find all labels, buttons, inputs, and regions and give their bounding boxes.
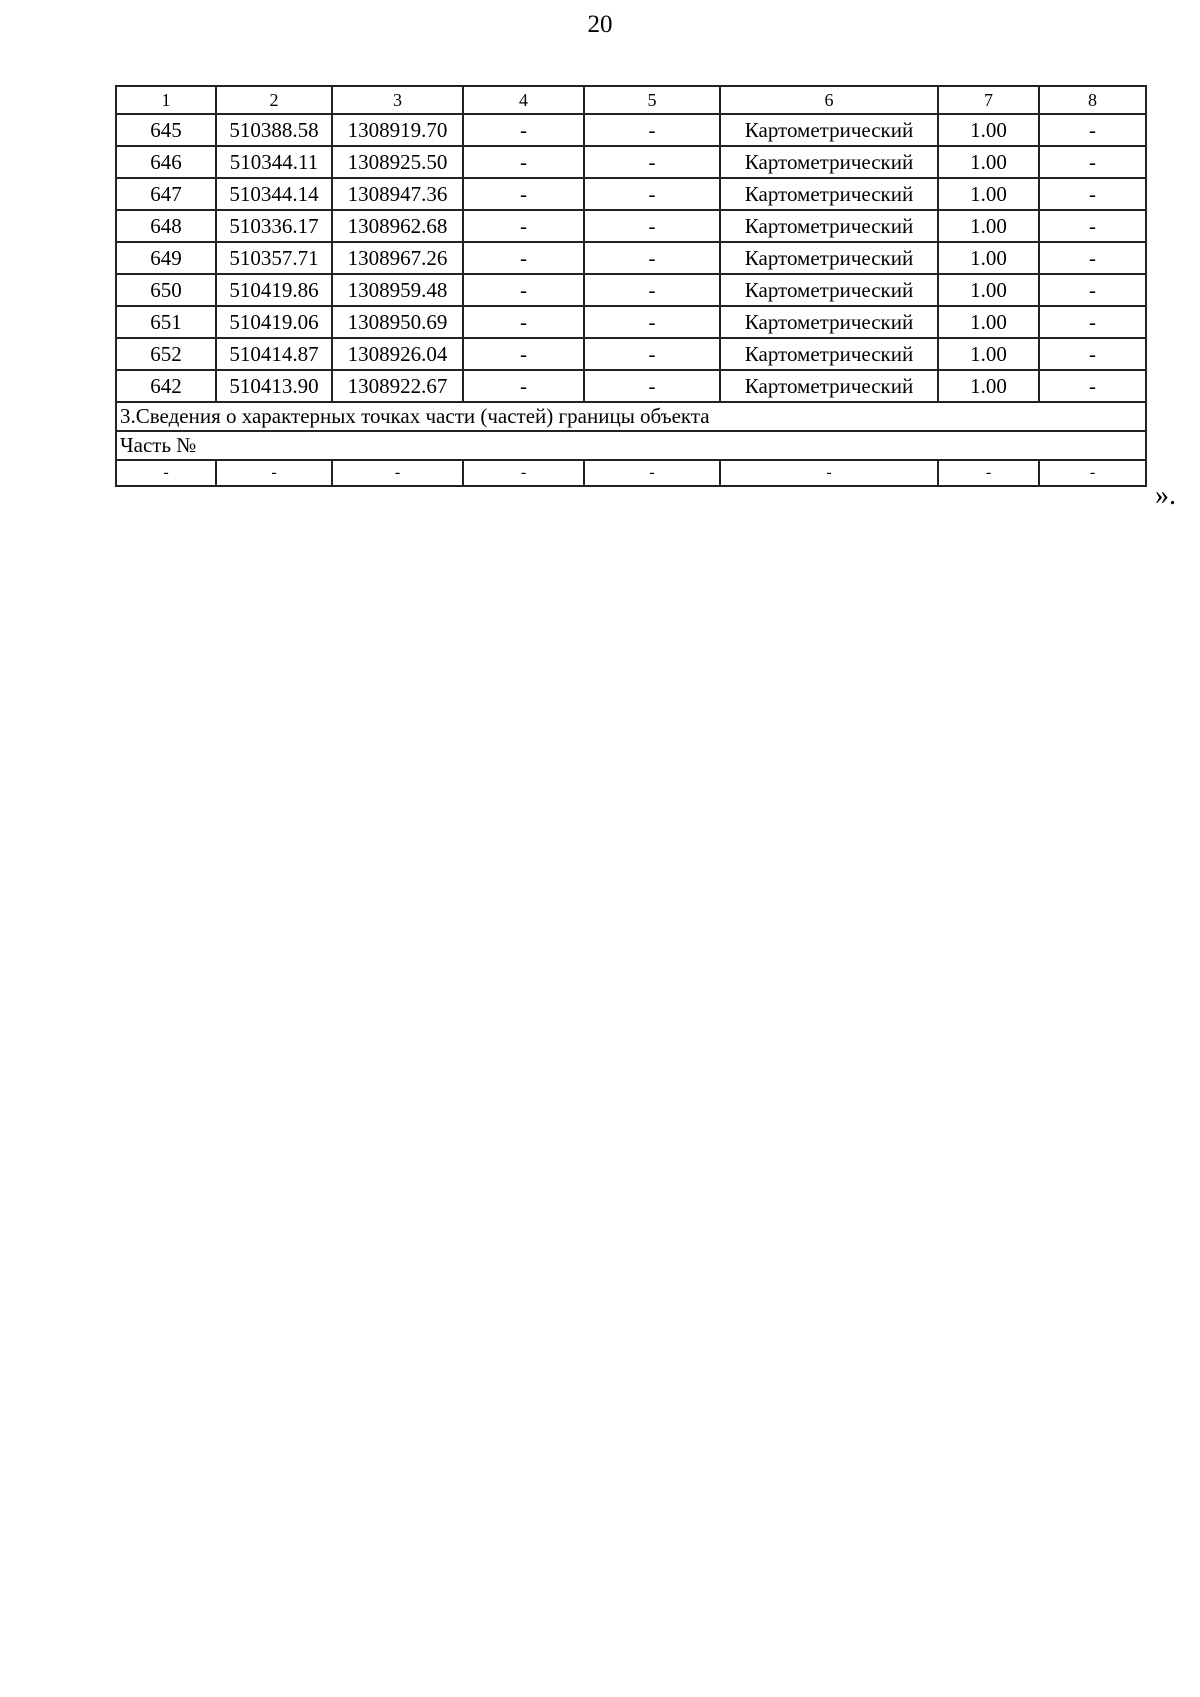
table-row <box>116 210 1146 242</box>
table-cell: - <box>463 370 584 402</box>
table-row <box>116 306 1146 338</box>
table-cell: - <box>463 114 584 146</box>
y-coordinate-cell: 1308947.36 <box>332 178 463 210</box>
accuracy-cell: 1.00 <box>938 274 1039 306</box>
method-cell: Картометрический <box>720 210 938 242</box>
table-cell: - <box>463 242 584 274</box>
table-cell: - <box>1039 460 1146 486</box>
column-header: 6 <box>720 86 938 114</box>
method-cell: Картометрический <box>720 114 938 146</box>
column-header: 7 <box>938 86 1039 114</box>
point-number-cell: 649 <box>116 242 216 274</box>
column-header: 5 <box>584 86 720 114</box>
x-coordinate-cell: 510357.71 <box>216 242 332 274</box>
point-number-cell: 646 <box>116 146 216 178</box>
table-cell: - <box>720 460 938 486</box>
table-cell: - <box>584 338 720 370</box>
table-cell: - <box>463 460 584 486</box>
table-cell: - <box>1039 338 1146 370</box>
table-row <box>116 178 1146 210</box>
table-cell: - <box>1039 242 1146 274</box>
x-coordinate-cell: 510388.58 <box>216 114 332 146</box>
table-cell: - <box>1039 274 1146 306</box>
y-coordinate-cell: 1308962.68 <box>332 210 463 242</box>
method-cell: Картометрический <box>720 370 938 402</box>
table-cell: - <box>463 306 584 338</box>
table-row <box>116 114 1146 146</box>
y-coordinate-cell: 1308926.04 <box>332 338 463 370</box>
table-cell: - <box>216 460 332 486</box>
method-cell: Картометрический <box>720 178 938 210</box>
table-cell: - <box>584 114 720 146</box>
table-row <box>116 370 1146 402</box>
table-cell: - <box>1039 306 1146 338</box>
point-number-cell: 642 <box>116 370 216 402</box>
table-cell: - <box>1039 370 1146 402</box>
point-number-cell: 648 <box>116 210 216 242</box>
page-number: 20 <box>587 11 613 38</box>
y-coordinate-cell: 1308967.26 <box>332 242 463 274</box>
method-cell: Картометрический <box>720 306 938 338</box>
accuracy-cell: 1.00 <box>938 370 1039 402</box>
point-number-cell: 645 <box>116 114 216 146</box>
point-number-cell: 647 <box>116 178 216 210</box>
column-header: 2 <box>216 86 332 114</box>
table-cell: - <box>584 210 720 242</box>
boundary-points-table <box>115 85 1147 487</box>
table-cell: - <box>463 146 584 178</box>
accuracy-cell: 1.00 <box>938 210 1039 242</box>
section-title-row <box>116 402 1146 431</box>
table-row <box>116 274 1146 306</box>
y-coordinate-cell: 1308925.50 <box>332 146 463 178</box>
x-coordinate-cell: 510419.06 <box>216 306 332 338</box>
point-number-cell: 651 <box>116 306 216 338</box>
point-number-cell: 652 <box>116 338 216 370</box>
column-header: 1 <box>116 86 216 114</box>
table-cell: - <box>463 338 584 370</box>
accuracy-cell: 1.00 <box>938 178 1039 210</box>
table-row <box>116 460 1146 486</box>
table-header-row <box>116 86 1146 114</box>
x-coordinate-cell: 510413.90 <box>216 370 332 402</box>
column-header: 8 <box>1039 86 1146 114</box>
y-coordinate-cell: 1308950.69 <box>332 306 463 338</box>
table-cell: - <box>1039 178 1146 210</box>
accuracy-cell: 1.00 <box>938 114 1039 146</box>
method-cell: Картометрический <box>720 338 938 370</box>
part-label: Часть № <box>116 431 1146 460</box>
method-cell: Картометрический <box>720 274 938 306</box>
accuracy-cell: 1.00 <box>938 338 1039 370</box>
column-header: 3 <box>332 86 463 114</box>
table-cell: - <box>584 370 720 402</box>
table-cell: - <box>116 460 216 486</box>
table-cell: - <box>463 178 584 210</box>
table-cell: - <box>584 460 720 486</box>
table-row <box>116 242 1146 274</box>
table-cell: - <box>584 242 720 274</box>
section-title: 3.Сведения о характерных точках части (частей) границы объекта <box>116 402 1146 431</box>
table-cell: - <box>584 274 720 306</box>
x-coordinate-cell: 510414.87 <box>216 338 332 370</box>
accuracy-cell: 1.00 <box>938 242 1039 274</box>
closing-quote-mark: ». <box>1155 480 1176 511</box>
table-cell: - <box>463 274 584 306</box>
table-cell: - <box>332 460 463 486</box>
table-row <box>116 338 1146 370</box>
table-cell: - <box>584 146 720 178</box>
table-cell: - <box>1039 146 1146 178</box>
x-coordinate-cell: 510336.17 <box>216 210 332 242</box>
accuracy-cell: 1.00 <box>938 146 1039 178</box>
y-coordinate-cell: 1308919.70 <box>332 114 463 146</box>
method-cell: Картометрический <box>720 242 938 274</box>
x-coordinate-cell: 510344.14 <box>216 178 332 210</box>
table-cell: - <box>463 210 584 242</box>
x-coordinate-cell: 510419.86 <box>216 274 332 306</box>
part-number-row <box>116 431 1146 460</box>
table-cell: - <box>1039 114 1146 146</box>
table-cell: - <box>584 178 720 210</box>
table-row <box>116 146 1146 178</box>
y-coordinate-cell: 1308959.48 <box>332 274 463 306</box>
x-coordinate-cell: 510344.11 <box>216 146 332 178</box>
y-coordinate-cell: 1308922.67 <box>332 370 463 402</box>
accuracy-cell: 1.00 <box>938 306 1039 338</box>
table-cell: - <box>584 306 720 338</box>
table-cell: - <box>1039 210 1146 242</box>
method-cell: Картометрический <box>720 146 938 178</box>
point-number-cell: 650 <box>116 274 216 306</box>
column-header: 4 <box>463 86 584 114</box>
table-cell: - <box>938 460 1039 486</box>
